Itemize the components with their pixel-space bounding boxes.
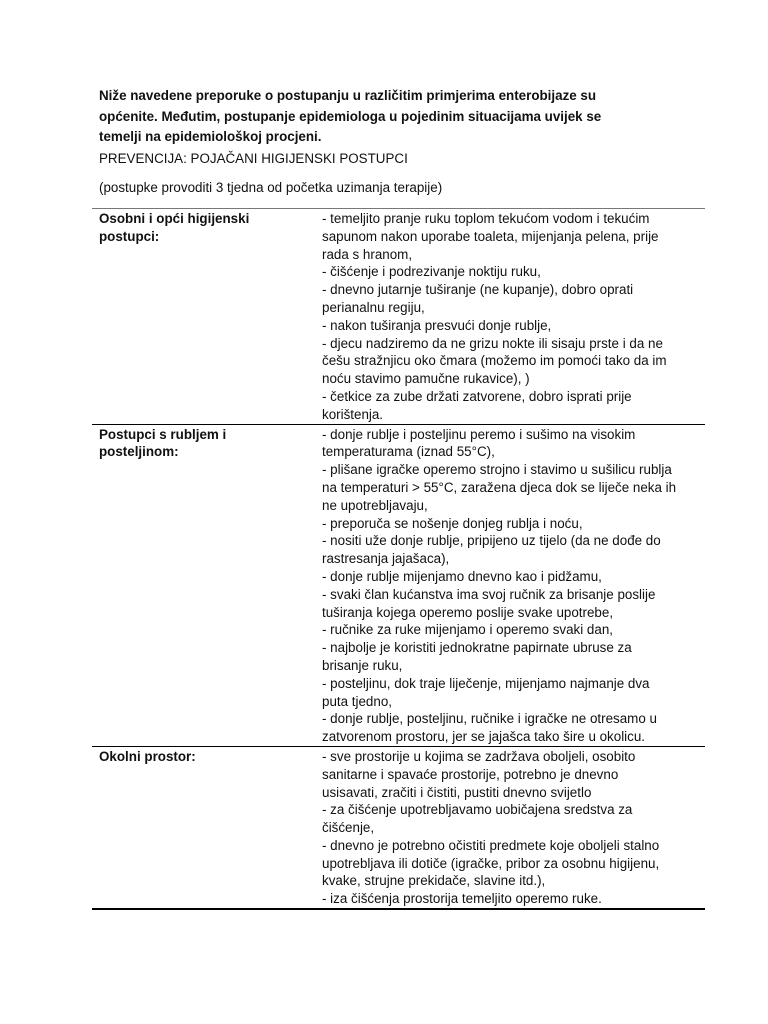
list-item: - dnevno je potrebno očistiti predmete koje oboljeli stalno [322, 837, 660, 853]
list-item: kvake, strujne prekidače, slavine itd.), [322, 873, 546, 889]
list-item: - donje rublje mijenjamo dnevno kao i pidžamu, [322, 568, 602, 584]
list-item: - nakon tuširanja presvući donje rublje, [322, 317, 552, 333]
table-row [92, 424, 705, 746]
list-item: upotrebljava ili dotiče (igračke, pribor za osobnu higijenu, [322, 855, 660, 871]
list-item: noću stavimo pamučne rukavice), ) [322, 371, 530, 387]
row-label: Osobni i opći higijenski postupci: [99, 211, 250, 244]
list-item: - iza čišćenja prostorija temeljito operemo ruke. [322, 891, 602, 907]
list-item: čišćenje, [322, 820, 375, 836]
list-item: - plišane igračke operemo strojno i stavimo u sušilicu rublja [322, 462, 672, 478]
list-item: - ručnike za ruke mijenjamo i operemo svaki dan, [322, 622, 613, 638]
section-heading: PREVENCIJA: POJAČANI HIGIJENSKI POSTUPCI [99, 151, 408, 166]
list-item: sapunom nakon uporabe toaleta, mijenjanja pelena, prije [322, 228, 659, 244]
list-item: puta tjedno, [322, 693, 392, 709]
row-label: Okolni prostor: [99, 748, 196, 764]
list-item: tuširanja kojega operemo poslije svake upotrebe, [322, 604, 614, 620]
list-item: - temeljito pranje ruku toplom tekućom vodom i tekućim [322, 211, 650, 226]
list-item: korištenja. [322, 406, 384, 422]
list-item: - svaki član kućanstva ima svoj ručnik za brisanje poslije [322, 586, 656, 602]
list-item: temperaturama (iznad 55°C), [322, 444, 495, 460]
row-items [322, 209, 705, 424]
table-row [92, 208, 705, 424]
list-item: sanitarne i spavaće prostorije, potrebno je dnevno [322, 766, 619, 782]
list-item: - sve prostorije u kojima se zadržava oboljeli, osobito [322, 748, 636, 764]
intro-paragraph [99, 86, 659, 148]
intro-line: općenite. Međutim, postupanje epidemiologa u pojedinim situacijama uvijek se [99, 108, 602, 124]
list-item: rastresanja jajašaca), [322, 551, 450, 567]
intro-line: temelji na epidemiološkoj procjeni. [99, 129, 322, 144]
list-item: češu stražnjicu oko čmara (možemo im pomoći tako da im [322, 353, 667, 369]
list-item: - nositi uže donje rublje, pripijeno uz tijelo (da ne dođe do [322, 533, 661, 549]
list-item: - preporuča se nošenje donjeg rublja i noću, [322, 515, 583, 531]
row-label: Postupci s rubljem i posteljinom: [99, 426, 227, 460]
row-items [322, 747, 705, 908]
list-item: zatvorenom prostoru, jer se jajašca tako šire u okolicu. [322, 729, 646, 745]
list-item: - djecu nadziremo da ne grizu nokte ili sisaju prste i da ne [322, 335, 663, 351]
list-item: perianalnu regiju, [322, 299, 425, 315]
table-row [92, 746, 705, 910]
list-item: - najbolje je koristiti jednokratne papirnate ubruse za [322, 640, 632, 656]
list-item: usisavati, zračiti i čistiti, pustiti dnevno svijetlo [322, 784, 592, 800]
section-note: (postupke provoditi 3 tjedna od početka uzimanja terapije) [99, 180, 443, 195]
list-item: rada s hranom, [322, 246, 413, 262]
intro-line: Niže navedene preporuke o postupanju u različitim primjerima enterobijaze su [99, 88, 597, 103]
list-item: brisanje ruku, [322, 657, 403, 673]
list-item: - donje rublje, posteljinu, ručnike i igračke ne otresamo u [322, 711, 657, 727]
list-item: - čišćenje i podrezivanje noktiju ruku, [322, 264, 541, 280]
list-item: - za čišćenje upotrebljavamo uobičajena sredstva za [322, 802, 633, 818]
list-item: - dnevno jutarnje tuširanje (ne kupanje), dobro oprati [322, 282, 634, 298]
list-item: na temperaturi > 55°C, zaražena djeca dok se liječe neka ih [322, 479, 677, 495]
list-item: - četkice za zube držati zatvorene, dobro isprati prije [322, 388, 632, 404]
list-item: ne upotrebljavaju, [322, 497, 428, 513]
list-item: - donje rublje i posteljinu peremo i sušimo na visokim [322, 426, 636, 442]
row-items [322, 425, 705, 746]
list-item: - posteljinu, dok traje liječenje, mijenjamo najmanje dva [322, 675, 650, 691]
hygiene-table [92, 208, 705, 910]
